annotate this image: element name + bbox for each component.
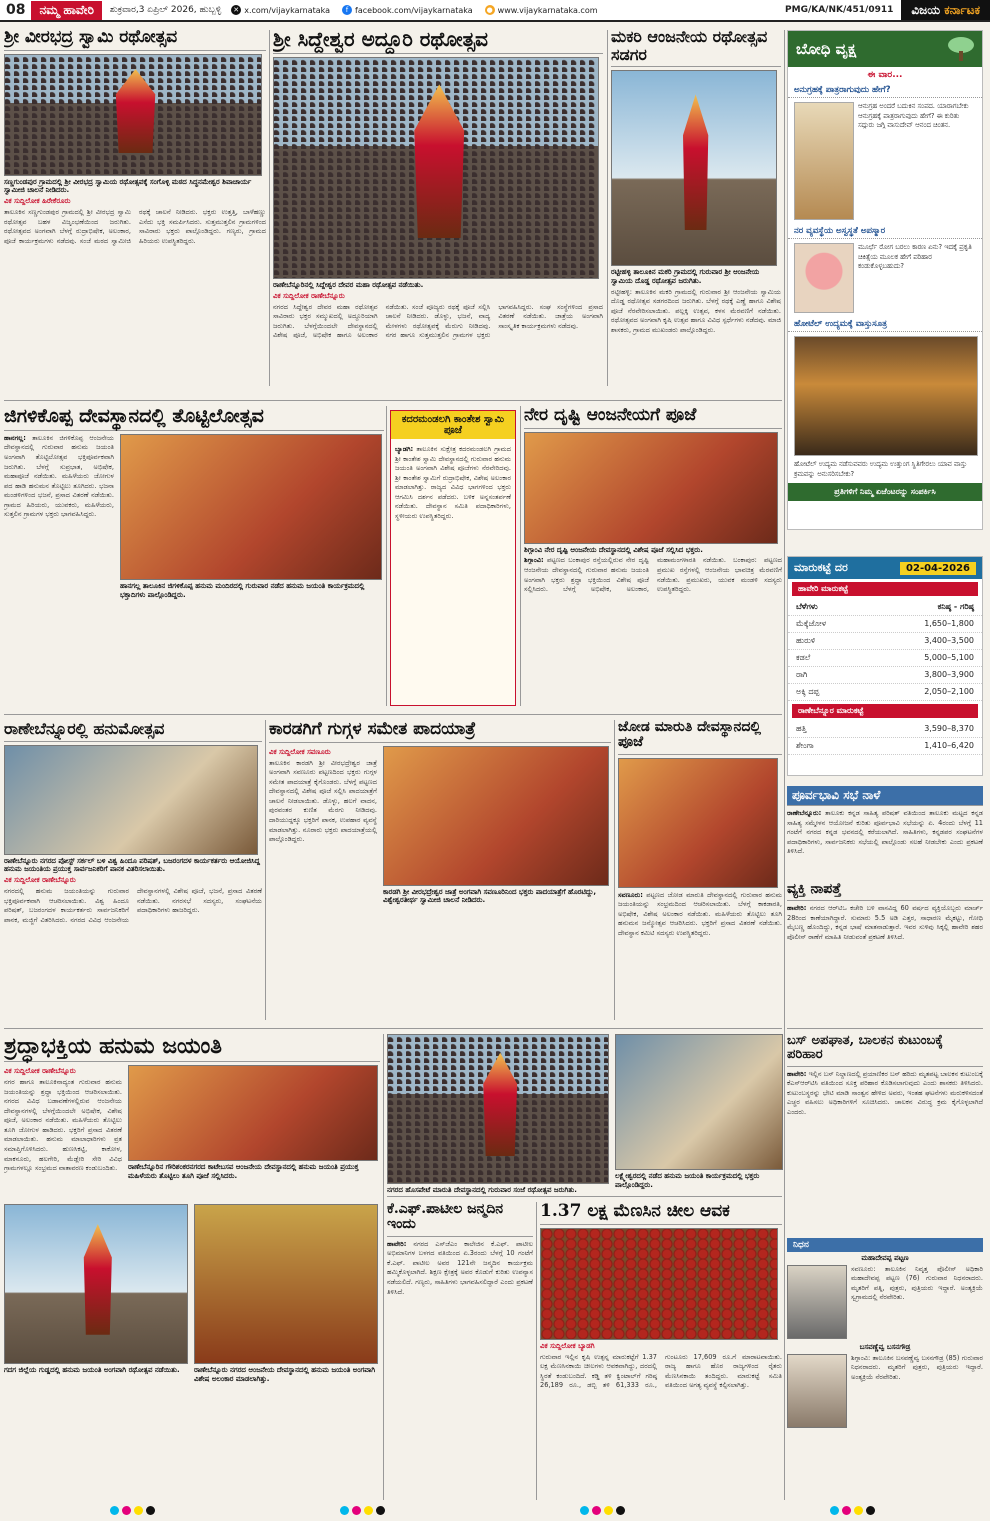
- edition-brand: ನಮ್ಮ ಹಾವೇರಿ: [31, 1, 101, 20]
- paper-logo: ವಿಜಯ ಕರ್ನಾಟಕ: [901, 0, 990, 20]
- market-row: [788, 650, 982, 667]
- divider: [387, 1196, 782, 1197]
- article-ranebennur-hanuma: [4, 720, 262, 1020]
- market-row: [788, 721, 982, 738]
- article-kadaramandalagi: [390, 410, 516, 706]
- bodhi-week: ಈ ವಾರ...: [867, 70, 903, 80]
- bodhi-footer: ಪ್ರತಿಗಳಿಗೆ ನಿಮ್ಮ ಏಜೆಂಟರನ್ನು ಸಂಪರ್ಕಿಸಿ: [788, 483, 982, 501]
- x-icon: ✕: [231, 5, 241, 15]
- body: ಹಾವೇರಿ: ಇಲ್ಲಿನ ಬಸ್ ನಿಲ್ದಾಣದಲ್ಲಿ ಪ್ರಯಾಣಿಕರ ಬಸ್ ಹರಿದು ಮೃತಪಟ್ಟ ಬಾಲಕನ ಕುಟುಂಬಕ್ಕೆ ಕೆಎಸ್‌ಆರ್‌ಟಿಸಿ ವತಿಯಿಂದ ಸೂಕ್ತ ಪರಿಹಾರ ಕೊಡಿಸಲಾಗುವುದು ಎಂದು ಶಾಸಕರು ತಿಳಿಸಿದರು. ಕುಟುಂಬಸ್ಥರನ್ನು ಭೇಟಿ ಮಾಡಿ ಸಾಂತ್ವನ ಹೇಳಿದ ಅವರು, ಇಂತಹ ಘಟನೆಗಳು ಮರುಕಳಿಸದಂತೆ ಎಚ್ಚರ ವಹಿಸಲು ಅಧಿಕಾರಿಗಳಿಗೆ ಸೂಚಿಸಿದರು. ಚಾಲಕನ ವಿರುದ್ಧ ಕ್ರಮ ಕೈಗೊಳ್ಳಲಾಗಿದೆ ಎಂದರು.: [787, 1069, 983, 1116]
- market-row: [788, 667, 982, 684]
- article-vyakti: [787, 882, 983, 1022]
- byline: ವಿಕ ಸುದ್ದಿಲೋಕ ರಾಣೇಬೆನ್ನೂರು: [4, 1067, 76, 1076]
- caption: ರಟ್ಟೀಹಳ್ಳಿ ತಾಲೂಕಿನ ಮಕರಿ ಗ್ರಾಮದಲ್ಲಿ ಗುರುವಾರ ಶ್ರೀ ಆಂಜನೇಯ ಸ್ವಾಮಿಯ ದೊಡ್ಡ ರಥೋತ್ಸವ ಜರುಗಿತು.: [611, 268, 760, 285]
- obituary-name: ಬಸವಣ್ಣೆವ್ವ ಬಸನಗೌಡ್ರ: [859, 1342, 911, 1351]
- obituary-name: ಮಹಾದೇವಪ್ಪ ಪಟ್ಟಣ: [861, 1254, 909, 1262]
- bodhi-illustration: [794, 102, 854, 220]
- photo-makari-chariot: [611, 70, 777, 266]
- body: ಗುರುವಾರ ಇಲ್ಲಿನ ಕೃಷಿ ಉತ್ಪನ್ನ ಮಾರುಕಟ್ಟೆಗೆ 1.37 ಲಕ್ಷ ಮೆಣಸಿನಕಾಯಿ ಚೀಲಗಳು ಆವಕವಾಗಿದ್ದು, ದರದಲ್ಲಿ ಸ್ಥಿರತೆ ಕಂಡುಬಂದಿದೆ. ಕಡ್ಡಿ ತಳಿ ಕ್ವಿಂಟಾಲ್‌ಗೆ ಗರಿಷ್ಠ 26,189 ರೂ., ಡಬ್ಬಿ ತಳಿ 61,333 ರೂ., ಗುಂಟೂರು 17,609 ರೂ.ಗೆ ಮಾರಾಟವಾಯಿತು. ರಾಜ್ಯ ಹಾಗೂ ಹೊರ ರಾಜ್ಯಗಳಿಂದ ರೈತರು ಮೆಣಸಿನಕಾಯಿ ತಂದಿದ್ದರು. ಮಾರುಕಟ್ಟೆ ಸಮಿತಿ ವತಿಯಿಂದ ಅಗತ್ಯ ವ್ಯವಸ್ಥೆ ಕಲ್ಪಿಸಲಾಗಿತ್ತು.: [540, 1352, 782, 1390]
- photo-hosapete-chariot: [387, 1034, 609, 1184]
- article-bus: [787, 1034, 983, 1234]
- market-price: 5,000–5,100: [924, 653, 974, 662]
- photo-gudda-chariot: [4, 1204, 188, 1364]
- body: ಸವಣೂರು: ಪಟ್ಟಣದ ಜೋಡ ಮಾರುತಿ ದೇವಸ್ಥಾನದಲ್ಲಿ ಗುರುವಾರ ಹನುಮ ಜಯಂತಿಯನ್ನು ಸಂಭ್ರಮದಿಂದ ಆಚರಿಸಲಾಯಿತು. ಬೆಳಗ್ಗೆ ಕಾಕಡಾರತಿ, ಅಭಿಷೇಕ, ವಿಶೇಷ ಅಲಂಕಾರ ನಡೆಯಿತು. ಮಹಿಳೆಯರು ತೊಟ್ಟಿಲು ತೂಗಿ ಹನುಮನ ಜನ್ಮೋತ್ಸವ ಆಚರಿಸಿದರು. ಭಕ್ತರಿಗೆ ಪ್ರಸಾದ ವಿತರಣೆ ನಡೆಯಿತು. ದೇವಸ್ಥಾನ ಕಮಿಟಿ ಸದಸ್ಯರು ಉಪಸ್ಥಿತರಿದ್ದರು.: [618, 890, 782, 937]
- market-item: ಅಕ್ಕಿ ದಪ್ಪ: [796, 687, 820, 696]
- bodhi-vruksha-box: [787, 30, 983, 530]
- bodhi-card: ಆನುಗ್ರಹ ಅಂದರೆ ಬದುಕಿನ ಸಂಪದ. ಯಾರಾಗಬೇಕು ಆನುಗ್ರಹಕ್ಕೆ ಪಾತ್ರರಾಗುವುದು ಹೇಗೆ? ಈ ಕುರಿತು ಸದ್ಗುರು ಜಗ್ಗಿ ವಾಸುದೇವ್ ಆನಂದ ಚಿಂತನ.: [794, 102, 976, 220]
- market-header: [788, 557, 982, 579]
- headline: ಕದರಮಂಡಲಗಿ ಕಾಂತೇಶ ಸ್ವಾಮಿ ಪೂಜೆ: [391, 411, 515, 439]
- body: ಬ್ಯಾಡಗಿ: ತಾಲೂಕಿನ ಸುಕ್ಷೇತ್ರ ಕದರಮಂಡಲಗಿ ಗ್ರಾಮದ ಶ್ರೀ ಕಾಂತೇಶ ಸ್ವಾಮಿ ದೇವಸ್ಥಾನದಲ್ಲಿ ಗುರುವಾರ ಹನುಮ ಜಯಂತಿ ಅಂಗವಾಗಿ ವಿಶೇಷ ಪೂಜೆಗಳು ನೆರವೇರಿದವು. ಶ್ರೀ ಕಾಂತೇಶ ಸ್ವಾಮಿಗೆ ರುದ್ರಾಭಿಷೇಕ, ವಿಶೇಷ ಅಲಂಕಾರ ಮಾಡಲಾಗಿತ್ತು. ರಾಜ್ಯದ ವಿವಿಧ ಭಾಗಗಳಿಂದ ಭಕ್ತರು ಆಗಮಿಸಿ ದರ್ಶನ ಪಡೆದರು. ಬಳಿಕ ಅನ್ನಸಂತರ್ಪಣೆ ನಡೆಯಿತು. ದೇವಸ್ಥಾನ ಸಮಿತಿ ಪದಾಧಿಕಾರಿಗಳು, ಸ್ಥಳೀಯರು ಉಪಸ್ಥಿತರಿದ್ದರು.: [395, 445, 511, 520]
- obituary-photo: [787, 1265, 847, 1339]
- body: ಶಿಗ್ಗಾಂವಿ: ಪಟ್ಟಣದ ಬಂಕಾಪುರ ರಸ್ತೆಯಲ್ಲಿರುವ ನೇರ ದೃಷ್ಟಿ ಆಂಜನೇಯ ದೇವಸ್ಥಾನದಲ್ಲಿ ಗುರುವಾರ ಹನುಮ ಜಯಂತಿ ಅಂಗವಾಗಿ ಭಕ್ತರು ಶ್ರದ್ಧಾ ಭಕ್ತಿಯಿಂದ ವಿಶೇಷ ಪೂಜೆ ಸಲ್ಲಿಸಿದರು. ಬೆಳಗ್ಗೆ ಅಭಿಷೇಕ, ಅಲಂಕಾರ, ಮಹಾಮಂಗಳಾರತಿ ನಡೆಯಿತು. ಬಂಕಾಪುರ: ಪಟ್ಟಣದ ಪ್ರಮುಖ ರಸ್ತೆಗಳಲ್ಲಿ ಆಂಜನೇಯ ಭಾವಚಿತ್ರ ಮೆರವಣಿಗೆ ನಡೆಯಿತು. ಪ್ರಮುಖರು, ಯುವಕ ಮಂಡಳಿ ಸದಸ್ಯರು ಉಪಸ್ಥಿತರಿದ್ದರು.: [524, 556, 782, 594]
- article-joda-maruti: [618, 720, 782, 1020]
- market-item: ಕಡಲೆ: [796, 653, 811, 662]
- haveri-market-label: ಹಾವೇರಿ ಮಾರುಕಟ್ಟೆ: [792, 582, 978, 596]
- market-item: ಮೆಕ್ಕೆಜೋಳ: [796, 619, 827, 628]
- obituary-section: [787, 1238, 983, 1500]
- market-price: 2,050–2,100: [924, 687, 974, 696]
- market-price: 3,590–8,370: [924, 724, 974, 733]
- x-link[interactable]: ✕ x.com/vijaykarnataka: [231, 5, 330, 15]
- divider: [4, 714, 782, 715]
- ranebennur-market-label: ರಾಣೇಬೆನ್ನೂರ ಮಾರುಕಟ್ಟೆ: [792, 704, 978, 718]
- photo-veerabhadra-chariot: [4, 54, 262, 176]
- body: ನಗರ ಹಾಗೂ ತಾಲೂಕಿನಾದ್ಯಂತ ಗುರುವಾರ ಹನುಮ ಜಯಂತಿಯನ್ನು ಶ್ರದ್ಧಾ ಭಕ್ತಿಯಿಂದ ಆಚರಿಸಲಾಯಿತು. ನಗರದ ವಿವಿಧ ಬಡಾವಣೆಗಳಲ್ಲಿರುವ ಆಂಜನೇಯ ದೇವಸ್ಥಾನಗಳಲ್ಲಿ ಬೆಳಗ್ಗೆಯಿಂದಲೇ ಅಭಿಷೇಕ, ವಿಶೇಷ ಪೂಜೆ, ಅಲಂಕಾರ ನಡೆಯಿತು. ಮಹಿಳೆಯರು ತೊಟ್ಟಿಲು ತೂಗಿ ಜೋಗುಳ ಹಾಡಿದರು. ಭಕ್ತರಿಗೆ ಪ್ರಸಾದ ವಿತರಣೆ ಮಾಡಲಾಯಿತು. ಹನುಮ ಮಾಲಾಧಾರಿಗಳು ವ್ರತ ಸಮಾಪ್ತಿಗೊಳಿಸಿದರು. ಹುಣಸಿಕಟ್ಟಿ, ಕಾಕೋಳ, ಮಾಕನೂರು, ಹಲಗೇರಿ, ಮೆಡ್ಲೇರಿ ಸೇರಿ ವಿವಿಧ ಗ್ರಾಮಗಳಲ್ಲೂ ಸಂಭ್ರಮದ ವಾತಾವರಣ ಕಂಡುಬಂದಿತು.: [4, 1078, 122, 1173]
- article-siddeshwara: [273, 28, 603, 388]
- print-registration-marks: [580, 1506, 625, 1515]
- photo-lakshmeshwar-devotees: [615, 1034, 783, 1170]
- obituary-photo: [787, 1354, 847, 1428]
- bodhi-card: ಮೂರ್ಛೆ ರೋಗ ಬರಲು ಕಾರಣ ಏನು? ಇದಕ್ಕೆ ಪ್ರಕೃತಿ ಚಿಕಿತ್ಸೆಯ ಮೂಲಕ ಹೇಗೆ ಪರಿಹಾರ ಕಂಡುಕೊಳ್ಳಬಹುದು?: [794, 243, 976, 313]
- bodhi-header: ಬೋಧಿ ವೃಕ್ಷ: [788, 31, 982, 67]
- headline: ನೇರ ದೃಷ್ಟಿ ಆಂಜನೇಯಗೆ ಪೂಜೆ: [524, 406, 782, 429]
- market-item: ಶೇಂಗಾ: [796, 741, 814, 750]
- date-line: ಶುಕ್ರವಾರ,3 ಏಪ್ರಿಲ್ 2026, ಹುಬ್ಬಳ್ಳಿ: [109, 5, 222, 15]
- byline: ವಿಕ ಸುದ್ದಿಲೋಕ ಸವಣೂರು: [269, 747, 331, 756]
- bodhi-question: ನರ ವ್ಯವಸ್ಥೆಯ ಅಸ್ವಸ್ಥತೆ ಅಪಸ್ಮಾರ: [788, 224, 982, 239]
- facebook-link[interactable]: f facebook.com/vijaykarnataka: [342, 5, 473, 15]
- photo-strip: [387, 1034, 783, 1204]
- body: ನಗರದಲ್ಲಿ ಹನುಮ ಜಯಂತಿಯನ್ನು ಗುರುವಾರ ಭಕ್ತಿಪೂರ್ವಕವಾಗಿ ಆಚರಿಸಲಾಯಿತು. ವಿಶ್ವ ಹಿಂದೂ ಪರಿಷತ್, ಬಜರಂಗದಳ ಕಾರ್ಯಕರ್ತರು ಸಾರ್ವಜನಿಕರಿಗೆ ಪಾನಕ, ಮಜ್ಜಿಗೆ ವಿತರಿಸಿದರು. ನಗರದ ವಿವಿಧ ಆಂಜನೇಯ ದೇವಸ್ಥಾನಗಳಲ್ಲಿ ವಿಶೇಷ ಪೂಜೆ, ಭಜನೆ, ಪ್ರಸಾದ ವಿತರಣೆ ನಡೆಯಿತು. ನಗರಸಭೆ ಸದಸ್ಯರು, ಸಂಘಟನೆಯ ಪದಾಧಿಕಾರಿಗಳು ಹಾಜರಿದ್ದರು.: [4, 887, 262, 924]
- obituary-text: ಶಿಗ್ಗಾಂವಿ: ತಾಲೂಕಿನ ಬಸವಣ್ಣೆವ್ವ ಬಸನಗೌಡ್ರ (85) ಗುರುವಾರ ನಿಧನರಾದರು. ಮೃತರಿಗೆ ಪುತ್ರರು, ಪುತ್ರಿಯರು ಇದ್ದಾರೆ. ಅಂತ್ಯಕ್ರಿಯೆ ನೆರವೇರಿತು.: [851, 1353, 983, 1381]
- bodhi-question: ಹೋಟೆಲ್ ಉದ್ಯಮಕ್ಕೆ ವಾಸ್ತುಸೂತ್ರ: [788, 317, 982, 332]
- article-makari: [611, 28, 781, 388]
- caption: ಕಾರಡಗಿ ಶ್ರೀ ವೀರಭದ್ರೇಶ್ವರ ಜಾತ್ರೆ ಅಂಗವಾಗಿ ಸವಣೂರಿನಿಂದ ಭಕ್ತರು ಪಾದಯಾತ್ರೆಗೆ ಹೊರಟಿದ್ದು, ವಿಶ್ವೇಶ್ವರತೀರ್ಥ ಸ್ವಾಮೀಜಿ ಚಾಲನೆ ನೀಡಿದರು.: [383, 887, 596, 905]
- body: ತಾಲೂಕಿನ ಸಣ್ಣಗುಂಡಪುರ ಗ್ರಾಮದಲ್ಲಿ ಶ್ರೀ ವೀರಭದ್ರ ಸ್ವಾಮಿ ರಥೋತ್ಸವ ಬಹಳ ವಿಜೃಂಭಣೆಯಿಂದ ಜರುಗಿತು. ರಥೋತ್ಸವದ ಅಂಗವಾಗಿ ಬೆಳಗ್ಗೆ ರುದ್ರಾಭಿಷೇಕ, ಅಲಂಕಾರ, ಪೂಜೆ ಕಾರ್ಯಕ್ರಮಗಳು ನಡೆದವು. ಸಂಜೆ ಮಠದ ಸ್ವಾಮೀಜಿ ರಥಕ್ಕೆ ಚಾಲನೆ ನೀಡಿದರು. ಭಕ್ತರು ಉತ್ತತ್ತಿ, ಬಾಳೆಹಣ್ಣು ಎಸೆದು ಭಕ್ತಿ ಸಮರ್ಪಿಸಿದರು. ಸುತ್ತಮುತ್ತಲಿನ ಗ್ರಾಮಗಳಿಂದ ಸಾವಿರಾರು ಭಕ್ತರು ಪಾಲ್ಗೊಂಡಿದ್ದರು. ಗಣ್ಯರು, ಗ್ರಾಮದ ಹಿರಿಯರು ಉಪಸ್ಥಿತರಿದ್ದರು.: [4, 208, 266, 245]
- photo-shraddha-women: [128, 1065, 378, 1161]
- byline: ವಿಕ ಸುದ್ದಿಲೋಕ ಬ್ಯಾಡಗಿ: [540, 1341, 595, 1350]
- headline: ಶ್ರೀ ಸಿದ್ದೇಶ್ವರ ಅದ್ದೂರಿ ರಥೋತ್ಸವ: [273, 28, 603, 54]
- body: ರಾಣೇಬೆನ್ನೂರು: ತಾಲೂಕು ಕನ್ನಡ ಸಾಹಿತ್ಯ ಪರಿಷತ್ ವತಿಯಿಂದ ತಾಲೂಕು ಮಟ್ಟದ ಕನ್ನಡ ಸಾಹಿತ್ಯ ಸಮ್ಮೇಳನ ಆಯೋಜನೆ ಕುರಿತು ಪೂರ್ವಭಾವಿ ಸಭೆಯನ್ನು ಏ. 4ರಂದು ಬೆಳಗ್ಗೆ 11 ಗಂಟೆಗೆ ನಗರದ ಕನ್ನಡ ಭವನದಲ್ಲಿ ಕರೆಯಲಾಗಿದೆ. ಸಾಹಿತಿಗಳು, ಕನ್ನಡಪರ ಸಂಘಟನೆಗಳ ಪದಾಧಿಕಾರಿಗಳು, ಸಾರ್ವಜನಿಕರು ಸಭೆಯಲ್ಲಿ ಪಾಲ್ಗೊಂಡು ಸಲಹೆ ನೀಡಬೇಕು ಎಂದು ಪ್ರಕಟಣೆ ತಿಳಿಸಿದೆ.: [787, 809, 983, 856]
- market-item: ರಾಗಿ: [796, 670, 808, 679]
- tree-icon: [948, 37, 974, 61]
- print-registration-marks: [340, 1506, 385, 1515]
- photo-nera-drishti-devotees: [524, 432, 778, 544]
- divider: [386, 406, 387, 706]
- caption: ಹಾನಗಲ್ಲ ತಾಲೂಕಿನ ಜಿಗಳಿಕೊಪ್ಪ ಹನುಮ ಮಂದಿರದಲ್ಲಿ ಗುರುವಾರ ನಡೆದ ಹನುಮ ಜಯಂತಿ ಕಾರ್ಯಕ್ರಮದಲ್ಲಿ ಭಕ್ತಾದಿಗಳು ಪಾಲ್ಗೊಂಡಿದ್ದರು.: [120, 581, 365, 599]
- photo-siddeshwara-chariot: [273, 57, 599, 279]
- article-jigalikoppa: [4, 406, 384, 706]
- caption: ಗದಗ ಜಿಲ್ಲೆಯ ಗುಡ್ಡದಲ್ಲಿ ಹನುಮ ಜಯಂತಿ ಅಂಗವಾಗಿ ರಥೋತ್ಸವ ನಡೆಯಿತು.: [4, 1366, 180, 1375]
- caption: ನಗರದ ಹೊಸಪೇಟೆ ಮಾರುತಿ ದೇವಸ್ಥಾನದಲ್ಲಿ ಗುರುವಾರ ಸಂಜೆ ರಥೋತ್ಸವ ಜರುಗಿತು.: [387, 1186, 577, 1194]
- body: ತಾಲೂಕಿನ ಕಾರಡಗಿ ಶ್ರೀ ವೀರಭದ್ರೇಶ್ವರ ಜಾತ್ರೆ ಅಂಗವಾಗಿ ಸವಣೂರು ಪಟ್ಟಣದಿಂದ ಭಕ್ತರು ಗುಗ್ಗಳ ಸಮೇತ ಪಾದಯಾತ್ರೆ ಕೈಗೊಂಡರು. ಬೆಳಗ್ಗೆ ಪಟ್ಟಣದ ದೇವಸ್ಥಾನದಲ್ಲಿ ವಿಶೇಷ ಪೂಜೆ ಸಲ್ಲಿಸಿ ಪಾದಯಾತ್ರೆಗೆ ಚಾಲನೆ ನೀಡಲಾಯಿತು. ಡೊಳ್ಳು, ಹಲಗೆ ವಾದನ, ಪುರವಂತರ ಕುಣಿತ ಮೆರಗು ನೀಡಿದವು. ದಾರಿಯುದ್ದಕ್ಕೂ ಭಕ್ತರಿಗೆ ಪಾನಕ, ಉಪಹಾರ ವ್ಯವಸ್ಥೆ ಮಾಡಲಾಗಿತ್ತು. ನೂರಾರು ಭಕ್ತರು ಪಾದಯಾತ್ರೆಯಲ್ಲಿ ಪಾಲ್ಗೊಂಡಿದ್ದರು.: [269, 758, 377, 844]
- headline: 1.37 ಲಕ್ಷ ಮೆಣಸಿನ ಚೀಲ ಆವಕ: [540, 1202, 782, 1225]
- body: ನಗರದ ಸಿದ್ದೇಶ್ವರ ದೇವರ ಮಹಾ ರಥೋತ್ಸವ ಸಾವಿರಾರು ಭಕ್ತರ ಸಮ್ಮುಖದಲ್ಲಿ ಅದ್ದೂರಿಯಾಗಿ ಜರುಗಿತು. ಬೆಳಗ್ಗೆಯಿಂದಲೇ ದೇವಸ್ಥಾನದಲ್ಲಿ ವಿಶೇಷ ಪೂಜೆ, ಅಭಿಷೇಕ ಹಾಗೂ ಅಲಂಕಾರ ನಡೆಯಿತು. ಸಂಜೆ ಪೂಜ್ಯರು ರಥಕ್ಕೆ ಪೂಜೆ ಸಲ್ಲಿಸಿ ಚಾಲನೆ ನೀಡಿದರು. ಡೊಳ್ಳು, ಭಜನೆ, ವಾದ್ಯ ಮೇಳಗಳು ರಥೋತ್ಸವಕ್ಕೆ ಮೆರುಗು ನೀಡಿದವು. ನಗರ ಹಾಗೂ ಸುತ್ತಮುತ್ತಲಿನ ಗ್ರಾಮಗಳ ಭಕ್ತರು ಭಾಗವಹಿಸಿದ್ದರು. ಸಂಘ ಸಂಸ್ಥೆಗಳಿಂದ ಪ್ರಸಾದ ವಿತರಣೆ ನಡೆಯಿತು. ಜಾತ್ರೆಯ ಅಂಗವಾಗಿ ಸಾಂಸ್ಕೃತಿಕ ಕಾರ್ಯಕ್ರಮಗಳು ನಡೆದವು.: [273, 302, 603, 340]
- market-col-head: ಬೆಳೆಗಳು ಕನಿಷ್ಠ - ಗರಿಷ್ಠ: [788, 599, 982, 616]
- bodhi-question: ಅನುಗ್ರಹಕ್ಕೆ ಪಾತ್ರರಾಗುವುದು ಹೇಗೆ?: [788, 83, 982, 98]
- article-karadagi: [269, 720, 611, 1020]
- photo-decorated-idol: [194, 1204, 378, 1364]
- obituary-text: ಸವಣೂರು: ತಾಲೂಕಿನ ನಿವೃತ್ತ ಪೊಲೀಸ್ ಅಧಿಕಾರಿ ಮಹಾದೇವಪ್ಪ ಪಟ್ಟಣ (76) ಗುರುವಾರ ನಿಧನರಾದರು. ಮೃತರಿಗೆ ಪತ್ನಿ, ಪುತ್ರರು, ಪುತ್ರಿಯರು ಇದ್ದಾರೆ. ಅಂತ್ಯಕ್ರಿಯೆ ಸ್ವಗ್ರಾಮದಲ್ಲಿ ನೆರವೇರಿತು.: [851, 1264, 983, 1302]
- obituary-header: ನಿಧನ: [787, 1238, 983, 1252]
- divider: [520, 406, 521, 706]
- divider: [787, 1028, 983, 1029]
- divider: [614, 720, 615, 1020]
- hotel-illustration: [794, 336, 978, 456]
- market-row: [788, 616, 982, 633]
- headline: ಕಾರಡಗಿಗೆ ಗುಗ್ಗಳ ಸಮೇತ ಪಾದಯಾತ್ರೆ: [269, 720, 611, 743]
- headline: ಮಕರಿ ಆಂಜನೇಯ ರಥೋತ್ಸವ ಸಡಗರ: [611, 28, 781, 67]
- market-title: ಮಾರುಕಟ್ಟೆ ದರ: [794, 561, 848, 574]
- divider: [383, 1034, 384, 1500]
- market-row: [788, 738, 982, 755]
- divider: [265, 720, 266, 1020]
- market-price: 1,410–6,420: [924, 741, 974, 750]
- registration-number: PMG/KA/NK/451/0911: [785, 5, 894, 15]
- caption: ರಾಣೇಬೆನ್ನೂರು ನಗರದ ಆಂಜನೇಯ ದೇವಸ್ಥಾನದಲ್ಲಿ ಹನುಮ ಜಯಂತಿ ಅಂಗವಾಗಿ ವಿಶೇಷ ಅಲಂಕಾರ ಮಾಡಲಾಗಿತ್ತು.: [194, 1366, 376, 1383]
- body: ಹಾವೇರಿ: ನಗರದ ಎಸ್‌ಜೆಎಂ ಕಾಲೇಜಿನ ಕೆ.ಎಫ್. ಪಾಟೀಲ ಅಭಿಮಾನಿಗಳ ಬಳಗದ ವತಿಯಿಂದ ಏ.3ರಂದು ಬೆಳಗ್ಗೆ 10 ಗಂಟೆಗೆ ಕೆ.ಎಫ್. ಪಾಟೀಲ ಅವರ 121ನೇ ಜನ್ಮದಿನ ಕಾರ್ಯಕ್ರಮ ಹಮ್ಮಿಕೊಳ್ಳಲಾಗಿದೆ. ಶಿಕ್ಷಣ ಕ್ಷೇತ್ರಕ್ಕೆ ಅವರ ಕೊಡುಗೆ ಕುರಿತು ಉಪನ್ಯಾಸ ನಡೆಯಲಿದೆ. ಗಣ್ಯರು, ಸಾಹಿತಿಗಳು ಭಾಗವಹಿಸಲಿದ್ದಾರೆ ಎಂದು ಪ್ರಕಟಣೆ ತಿಳಿಸಿದೆ.: [387, 1239, 533, 1296]
- divider: [4, 400, 782, 401]
- photo-jigalikoppa-pooja: [120, 434, 382, 580]
- caption: ರಾಣೇಬೆನ್ನೂರು ನಗರದ ಪೋಸ್ಟ್ ಸರ್ಕಲ್ ಬಳಿ ವಿಶ್ವ ಹಿಂದೂ ಪರಿಷತ್, ಬಜರಂಗದಳ ಕಾರ್ಯಕರ್ತರು ಆಯೋಜಿಸಿದ್ದ ಹನುಮ ಜಯಂತಿಯ ಪ್ರಯುಕ್ತ ಸಾರ್ವಜನಿಕರಿಗೆ ಪಾನಕ ವಿತರಿಸಲಾಯಿತು.: [4, 856, 260, 874]
- print-registration-marks: [110, 1506, 155, 1515]
- ranebennur-rows: [788, 721, 982, 755]
- article-nera-drishti: [524, 406, 782, 706]
- caption: ಲಕ್ಷ್ಮೇಶ್ವರದಲ್ಲಿ ನಡೆದ ಹನುಮ ಜಯಂತಿ ಕಾರ್ಯಕ್ರಮದಲ್ಲಿ ಭಕ್ತರು ಪಾಲ್ಗೊಂಡಿದ್ದರು.: [615, 1172, 760, 1189]
- photo-joda-maruti: [618, 758, 778, 888]
- article-kf-patil: [387, 1202, 533, 1500]
- website-link[interactable]: ● www.vijaykarnataka.com: [486, 5, 598, 15]
- headline: ಪೂರ್ವಭಾವಿ ಸಭೆ ನಾಳೆ: [787, 786, 983, 806]
- divider: [607, 30, 608, 386]
- photo-chilli-market: [540, 1228, 778, 1340]
- byline: ವಿಕ ಸುದ್ದಿಲೋಕ ರಾಣೇಬೆನ್ನೂರು: [273, 291, 345, 300]
- facebook-icon: f: [342, 5, 352, 15]
- byline: ವಿಕ ಸುದ್ದಿಲೋಕ ಹಿರೇಕೆರೂರು: [4, 197, 71, 206]
- divider: [4, 1028, 782, 1029]
- market-item: ಹುರುಳಿ: [796, 636, 816, 645]
- body: ಹಾವೇರಿ: ನಗರದ ಆರ್‌ಟಿಒ ಕಚೇರಿ ಬಳಿ ವಾಸವಿದ್ದ 60 ವರ್ಷದ ವ್ಯಕ್ತಿಯೊಬ್ಬರು ಮಾರ್ಚ್ 28ರಿಂದ ಕಾಣೆಯಾಗಿದ್ದಾರೆ. ಸುಮಾರು 5.5 ಅಡಿ ಎತ್ತರ, ಸಾಧಾರಣ ಮೈಕಟ್ಟು, ಗೋಧಿ ಮೈಬಣ್ಣ ಹೊಂದಿದ್ದು, ಕನ್ನಡ ಭಾಷೆ ಮಾತನಾಡುತ್ತಾರೆ. ಇವರ ಸುಳಿವು ಸಿಕ್ಕಲ್ಲಿ ಹಾವೇರಿ ಶಹರ ಪೊಲೀಸ್ ಠಾಣೆಗೆ ಮಾಹಿತಿ ನೀಡುವಂತೆ ಪ್ರಕಟಣೆ ತಿಳಿಸಿದೆ.: [787, 904, 983, 942]
- caption: ರಾಣೇಬೆನ್ನೂರಿನ ಗೌರಿಶಂಕರನಗರದ ಕಾಟೇಬಸವ ಆಂಜನೇಯ ದೇವಸ್ಥಾನದಲ್ಲಿ ಹನುಮ ಜಯಂತಿ ಪ್ರಯುಕ್ತ ಮಹಿಳೆಯರು ತೊಟ್ಟಿಲು ತೂಗಿ ಪೂಜೆ ಸಲ್ಲಿಸಿದರು.: [128, 1163, 359, 1180]
- market-row: [788, 684, 982, 701]
- article-veerabhadra: [4, 28, 266, 388]
- article-menasu: [540, 1202, 782, 1500]
- headline: ಶ್ರೀ ವೀರಭದ್ರ ಸ್ವಾಮಿ ರಥೋತ್ಸವ: [4, 28, 266, 51]
- headline: ಕೆ.ಎಫ್.ಪಾಟೀಲ ಜನ್ಮದಿನ ಇಂದು: [387, 1202, 533, 1237]
- divider: [784, 30, 785, 1500]
- caption: ಶಿಗ್ಗಾಂವಿ ನೇರ ದೃಷ್ಟಿ ಆಂಜನೇಯ ದೇವಸ್ಥಾನದಲ್ಲಿ ವಿಶೇಷ ಪೂಜೆ ಸಲ್ಲಿಸಿದ ಭಕ್ತರು.: [524, 545, 703, 554]
- article-shraddha: [4, 1034, 380, 1500]
- market-price: 3,400–3,500: [924, 636, 974, 645]
- market-date: 02-04-2026: [900, 562, 976, 575]
- headline: ವ್ಯಕ್ತಿ ನಾಪತ್ತೆ: [787, 882, 983, 901]
- market-price: 1,650–1,800: [924, 619, 974, 628]
- brain-illustration: [794, 243, 854, 313]
- masthead: [0, 0, 990, 22]
- haveri-rows: [788, 616, 982, 701]
- divider: [536, 1202, 537, 1500]
- headline: ಶ್ರದ್ಧಾಭಕ್ತಿಯ ಹನುಮ ಜಯಂತಿ: [4, 1034, 380, 1062]
- print-registration-marks: [830, 1506, 875, 1515]
- article-purvabhavi: [787, 786, 983, 876]
- byline: ವಿಕ ಸುದ್ದಿಲೋಕ ರಾಣೇಬೆನ್ನೂರು: [4, 876, 76, 885]
- bodhi-card: ಹೋಟೆಲ್ ಉದ್ಯಮ ನಡೆಸುವವರು ಉದ್ಯಮ ಉತ್ತುಂಗ ಸ್ಥಿತಿಗೇರಲು ಯಾವ ವಾಸ್ತು ಕ್ರಮವನ್ನು ಅನುಸರಿಸಬೇಕು?: [794, 336, 976, 479]
- market-item: ಹತ್ತಿ: [796, 724, 807, 733]
- body-lead-col: ಹಾನಗಲ್ಲ: ತಾಲೂಕಿನ ಜಿಗಳಿಕೊಪ್ಪ ಆಂಜನೇಯ ದೇವಸ್ಥಾನದಲ್ಲಿ ಗುರುವಾರ ಹನುಮ ಜಯಂತಿ ಅಂಗವಾಗಿ ತೊಟ್ಟಿಲೋತ್ಸವ ಭಕ್ತಿಪೂರ್ವಕವಾಗಿ ಜರುಗಿತು. ಬೆಳಗ್ಗೆ ಸುಪ್ರಭಾತ, ಅಭಿಷೇಕ, ಮಹಾಪೂಜೆ ನಡೆಯಿತು. ಮಹಿಳೆಯರು ಜೋಗುಳ ಪದ ಹಾಡಿ ಹನುಮನ ತೊಟ್ಟಿಲು ತೂಗಿದರು. ಭಜನಾ ಮಂಡಳಿಗಳಿಂದ ಭಜನೆ, ಪ್ರಸಾದ ವಿತರಣೆ ನಡೆಯಿತು. ಗ್ರಾಮದ ಹಿರಿಯರು, ಯುವಕರು, ಮಹಿಳೆಯರು, ಸುತ್ತಲಿನ ಗ್ರಾಮಗಳ ಭಕ್ತರು ಭಾಗವಹಿಸಿದ್ದರು.: [4, 433, 114, 519]
- caption: ಸಣ್ಣಗುಂಡಪುರ ಗ್ರಾಮದಲ್ಲಿ ಶ್ರೀ ವೀರಭದ್ರ ಸ್ವಾಮಿಯ ರಥೋತ್ಸವಕ್ಕೆ ಸಂಗೊಳ್ಳಿ ಮಠದ ಸಿದ್ಧನಮೇಶ್ವರ ಶಿವಾಚಾರ್ಯ ಸ್ವಾಮೀಜಿ ಚಾಲನೆ ನೀಡಿದರು.: [4, 177, 252, 195]
- globe-icon: ●: [486, 6, 493, 14]
- photo-ranebennur-panaka: [4, 745, 258, 855]
- photo-karadagi-procession: [383, 746, 609, 886]
- body: ರಟ್ಟೀಹಳ್ಳಿ: ತಾಲೂಕಿನ ಮಕರಿ ಗ್ರಾಮದಲ್ಲಿ ಗುರುವಾರ ಶ್ರೀ ಆಂಜನೇಯ ಸ್ವಾಮಿಯ ದೊಡ್ಡ ರಥೋತ್ಸವ ಸಡಗರದಿಂದ ಜರುಗಿತು. ಬೆಳಗ್ಗೆ ರಥಕ್ಕೆ ಎಣ್ಣೆ ಹಾಗೂ ವಿಶೇಷ ಪೂಜೆ ನೆರವೇರಿಸಲಾಯಿತು. ಪಲ್ಲಕ್ಕಿ ಉತ್ಸವ, ಕಳಸ ಮೆರವಣಿಗೆ ನಡೆಯಿತು. ರಥೋತ್ಸವದ ಅಂಗವಾಗಿ ಕೃಷಿ ಉತ್ಸವ ಹಾಗೂ ವಿವಿಧ ಸ್ಪರ್ಧೆಗಳು ನಡೆದವು. ಮಾಜಿ ಶಾಸಕರು, ಗ್ರಾಮದ ಮುಖಂಡರು ಪಾಲ್ಗೊಂಡಿದ್ದರು.: [611, 287, 781, 334]
- market-row: [788, 633, 982, 650]
- caption: ರಾಣೇಬೆನ್ನೂರಿನಲ್ಲಿ ಸಿದ್ದೇಶ್ವರ ದೇವರ ಮಹಾ ರಥೋತ್ಸವ ನಡೆಯಿತು.: [273, 281, 424, 289]
- headline: ಜಿಗಳಿಕೊಪ್ಪ ದೇವಸ್ಥಾನದಲ್ಲಿ ತೊಟ್ಟಿಲೋತ್ಸವ: [4, 406, 384, 431]
- market-price: 3,800–3,900: [924, 670, 974, 679]
- headline: ರಾಣೇಬೆನ್ನೂರಲ್ಲಿ ಹನುಮೋತ್ಸವ: [4, 720, 262, 742]
- page-number: 08: [6, 2, 26, 18]
- divider: [269, 30, 270, 386]
- market-rates-box: [787, 556, 983, 776]
- headline: ಬಸ್ ಅಪಘಾತ, ಬಾಲಕನ ಕುಟುಂಬಕ್ಕೆ ಪರಿಹಾರ: [787, 1034, 983, 1067]
- headline: ಜೋಡ ಮಾರುತಿ ದೇವಸ್ಥಾನದಲ್ಲಿ ಪೂಜೆ: [618, 720, 782, 755]
